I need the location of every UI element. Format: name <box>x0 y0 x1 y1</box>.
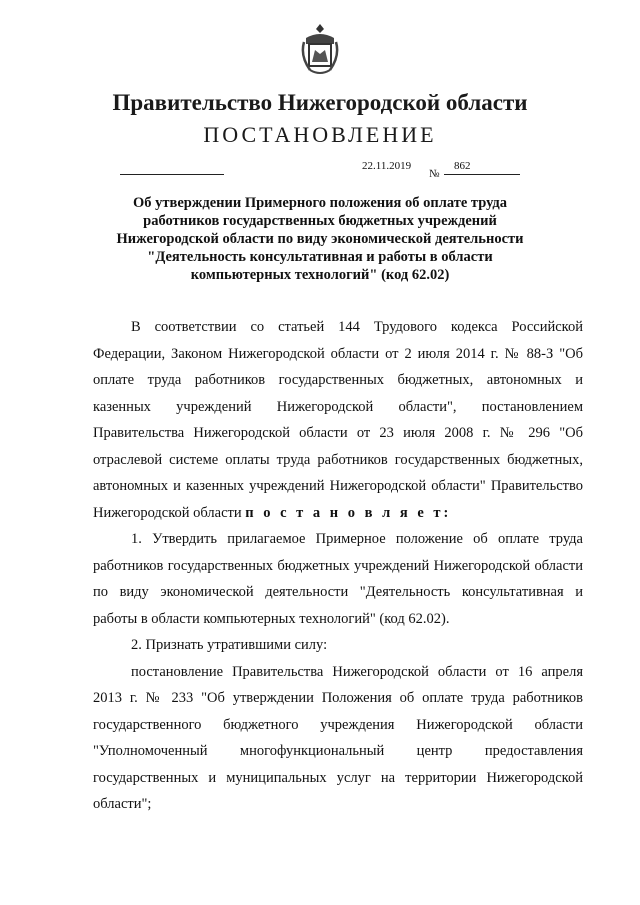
date-left-line <box>120 174 224 175</box>
item-2-paragraph: 2. Признать утратившими силу: <box>131 637 328 653</box>
preamble-paragraph <box>93 314 583 526</box>
preamble-text: В соответствии со статьей 144 Трудового кодекса Российской Федерации, Законом Нижегородской области от 2 июля 2014 г. № 88-З "Об оплате труда работников государственных бюджетных, автономных и казенных учреждений Нижегородской области", постановлением Правительства Нижегородской области от 23 июля 2008 г. № 296 "Об отраслевой системе оплаты труда работников государственных бюджетных, автономных и казенных учреждений Нижегородской области" Правительство Нижегородской области <box>93 319 583 521</box>
number-line <box>444 174 520 175</box>
item-2a-paragraph: постановление Правительства Нижегородской области от 16 апреля 2013 г. № 233 "Об утверждении Положения об оплате труда работников государственного бюджетного учреждения Нижегородской области "Уполномоченный многофункциональный центр предоставления государственных и муниципальных услуг на территории Нижегородской области"; <box>93 663 583 812</box>
document-title: Об утверждении Примерного положения об оплате труда работников государственных бюджетных учреждений Нижегородской области по виду экономической деятельности "Деятельность консультативная и работы в области компьютерных технологий" (код 62.02) <box>116 195 524 283</box>
organization-name: Правительство Нижегородской области <box>112 90 528 115</box>
number-label: № <box>429 168 440 180</box>
coat-of-arms-icon <box>300 22 340 78</box>
document-date: 22.11.2019 <box>362 160 412 172</box>
document-type: ПОСТАНОВЛЕНИЕ <box>203 122 437 147</box>
item-1-paragraph: 1. Утвердить прилагаемое Примерное положение об оплате труда работников государственных бюджетных учреждений Нижегородской области по виду экономической деятельности "Деятельность консультативная и работы в области компьютерных технологий" (код 62.02). <box>93 531 583 627</box>
document-number: 862 <box>454 160 471 172</box>
resolves-word: п о с т а н о в л я е т: <box>245 504 452 521</box>
document-body <box>93 314 583 818</box>
